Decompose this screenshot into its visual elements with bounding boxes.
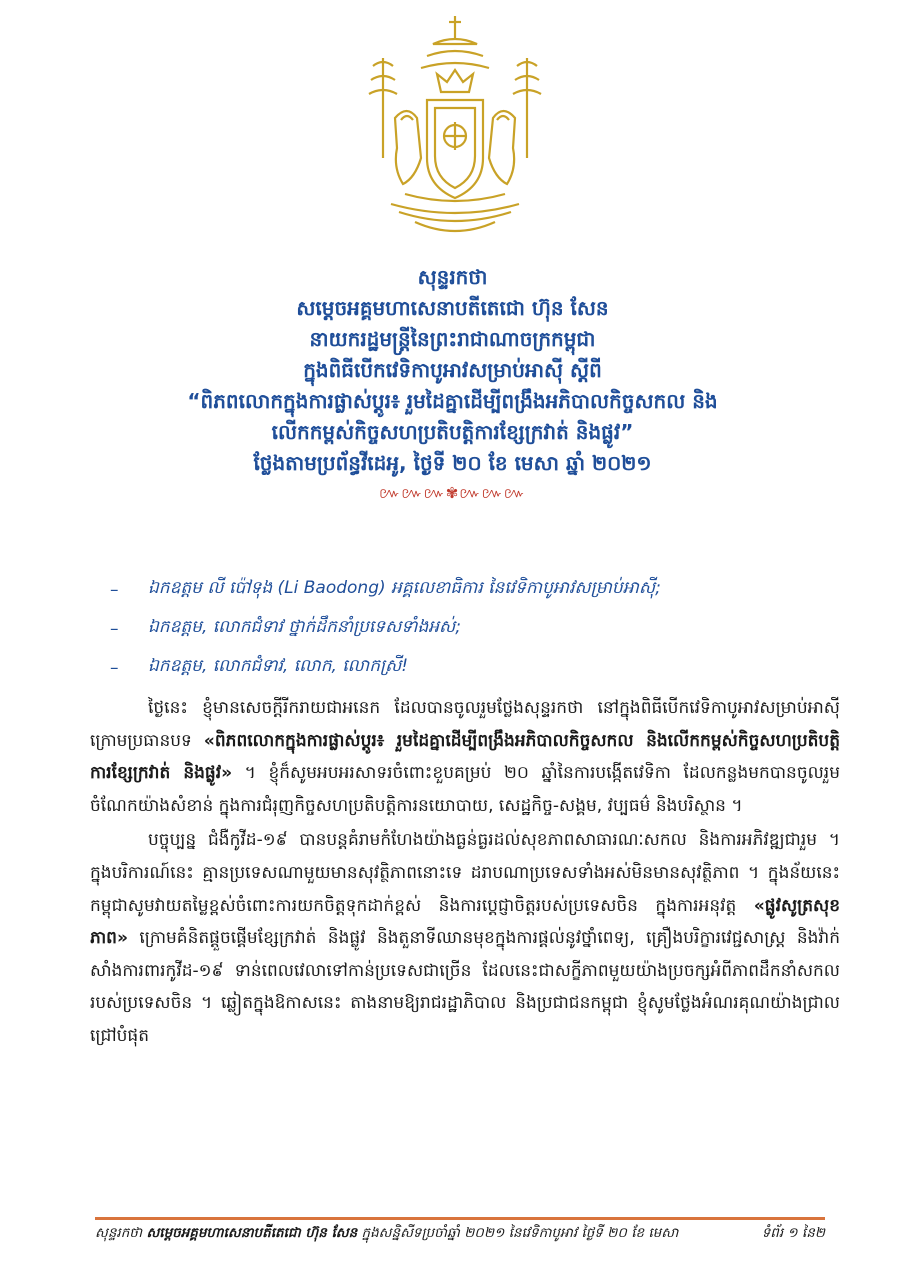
royal-coat-of-arms-icon <box>355 8 555 248</box>
footer-rule <box>95 1217 825 1220</box>
paragraph-text: បច្ចុប្បន្ន ជំងឺកូវីដ-១៩ បានបន្តគំរាមកំហែងយ៉ាងធ្ងន់ធ្ងរដល់សុខភាពសាធារណៈសកល និងការអភិវឌ្ឍជារួម ។ ក្នុងបរិការណ៍នេះ គ្មានប្រទេសណាមួយមានសុវត្ថិភាពនោះទេ ដរាបណាប្រទេសទាំងអស់មិនមានសុវត្ថិភាព ។ ក្នុងន័យនេះ កម្ពុជាសូមវាយតម្លៃខ្ពស់ចំពោះការយកចិត្តទុកដាក់ខ្ពស់ និងការប្តេជ្ញាចិត្តរបស់ប្រទេសចិន ក្នុងការអនុវត្ត <box>90 830 840 916</box>
speaker-name: សម្តេចអគ្គមហាសេនាបតីតេជោ ហ៊ុន សែន <box>296 296 609 320</box>
salutation-text: ឯកឧត្តម, លោកជំទាវ, លោក, លោកស្រី! <box>148 656 409 676</box>
theme-line-2: លើកកម្ពស់កិច្ចសហប្រតិបត្តិការខ្សែក្រវាត់ និងផ្លូវ” <box>271 420 634 444</box>
footer-suffix: ក្នុងសន្និសីទប្រចាំឆ្នាំ ២០២១ នៃវេទិកាបូអាវ ថ្ងៃទី ២០ ខែ មេសា <box>357 1225 679 1241</box>
paragraph-emphasis: «ផ្លូវសូត្រសុខភាព» <box>90 895 840 949</box>
paragraph-emphasis: «ពិភពលោកក្នុងការផ្លាស់ប្តូរ៖ រួមដៃគ្នាដើម្បីពង្រឹងអភិបាលកិច្ចសកល និងលើកកម្ពស់កិច្ចសហប្រតិបត្តិការខ្សែក្រវាត់ និងផ្លូវ» <box>90 730 840 784</box>
footer-speaker: សម្តេចអគ្គមហាសេនាបតីតេជោ ហ៊ុន សែន <box>146 1225 358 1241</box>
salutation-item <box>110 570 870 609</box>
title-ornament: ៚៚៚✾៚៚៚ <box>378 484 526 502</box>
paragraph-text: ថ្ងៃនេះ ខ្ញុំមានសេចក្តីរីករាយជាអនេក ដែលបានចូលរួមថ្លែងសុន្ទរកថា នៅក្នុងពិធីបើកវេទិកាបូអាវសម្រាប់អាស៊ី ក្រោមប្រធានបទ <box>90 698 840 751</box>
salutation-text: ឯកឧត្តម លី ប៉ៅទុង (Li Baodong) អគ្គលេខាធិការ នៃវេទិកាបូអាវសម្រាប់អាស៊ី; <box>148 578 661 598</box>
footer-prefix: សុន្ទរកថា <box>95 1225 147 1241</box>
paragraph-text: ។ ខ្ញុំក៏សូមអបអរសាទរចំពោះខួបគម្រប់ ២០ ឆ្នាំនៃការបង្កើតវេទិកា ដែលកន្លងមកបានចូលរួមចំណែកយ៉ាងសំខាន់ ក្នុងការជំរុញកិច្ចសហប្រតិបត្តិការនយោបាយ, សេដ្ឋកិច្ច-សង្គម, វប្បធម៌ និងបរិស្ថាន ។ <box>90 763 840 816</box>
salutation-text: ឯកឧត្តម, លោកជំទាវ ថ្នាក់ដឹកនាំប្រទេសទាំងអស់; <box>148 617 461 637</box>
footer-row <box>95 1224 825 1244</box>
speech-title-block <box>60 262 845 503</box>
footer-caption <box>95 1224 678 1244</box>
salutation-item <box>110 648 870 687</box>
speech-heading: សុន្ទរកថា <box>417 265 488 289</box>
page-footer <box>95 1217 825 1244</box>
theme-line-1: “ពិភពលោកក្នុងការផ្លាស់ប្តូរ៖ រួមដៃគ្នាដើម្បីពង្រឹងអភិបាលកិច្ចសកល និង <box>187 389 718 413</box>
salutation-item <box>110 609 870 648</box>
body-paragraph-2 <box>90 824 840 1052</box>
speech-body <box>90 692 840 1053</box>
paragraph-text: ក្រោមគំនិតផ្តួចផ្តើមខ្សែក្រវាត់ និងផ្លូវ និងតួនាទីឈានមុខក្នុងការផ្តល់នូវថ្នាំពេទ្យ, គ្រឿងបរិក្ខារវេជ្ជសាស្ត្រ និងវ៉ាក់សាំងការពារកូវីដ-១៩ ទាន់ពេលវេលាទៅកាន់ប្រទេសជាច្រើន ដែលនេះជាសក្ខីភាពមួយយ៉ាងប្រចក្សអំពីភាពដឹកនាំសកលរបស់ប្រទេសចិន ។ ឆ្លៀតក្នុងឱកាសនេះ តាងនាមឱ្យរាជរដ្ឋាភិបាល និងប្រជាជនកម្ពុជា ខ្ញុំសូមថ្លែងអំណរគុណយ៉ាងជ្រាលជ្រៅបំផុត <box>90 928 840 1046</box>
speaker-position: នាយករដ្ឋមន្ត្រីនៃព្រះរាជាណាចក្រកម្ពុជា <box>309 327 596 351</box>
salutation-list <box>110 570 870 687</box>
list-dash: – <box>110 579 119 600</box>
body-paragraph-1 <box>90 692 840 822</box>
list-dash: – <box>110 657 119 678</box>
delivery-date: ថ្លែងតាមប្រព័ន្ធវីដេអូ, ថ្ងៃទី ២០ ខែ មេសា ឆ្នាំ ២០២១ <box>253 451 652 475</box>
list-dash: – <box>110 618 119 639</box>
page-number: ទំព័រ ១ នៃ២ <box>761 1225 825 1241</box>
event-name: ក្នុងពិធីបើកវេទិកាបូអាវសម្រាប់អាស៊ី ស្តីពី <box>303 358 602 382</box>
